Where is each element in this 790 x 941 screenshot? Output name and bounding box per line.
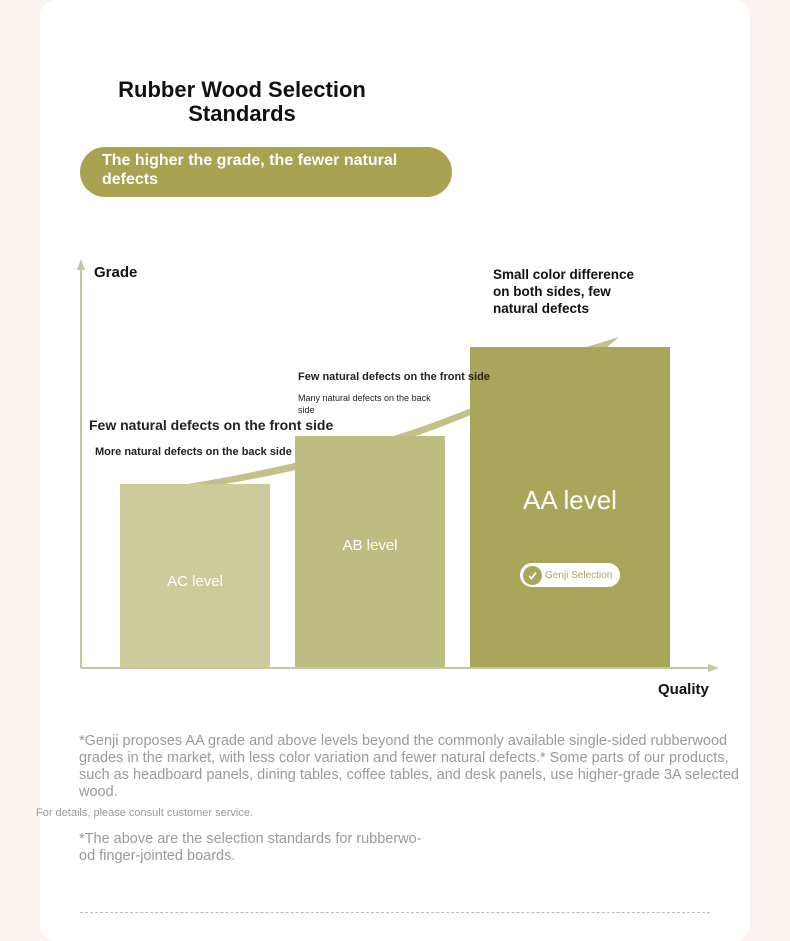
ab-back-note-line-2: side xyxy=(298,405,315,415)
footnote-line-1: *Genji proposes AA grade and above levels beyond the commonly available single-sided rubberwood xyxy=(79,733,728,749)
y-axis-arrow-icon xyxy=(77,259,85,270)
footnote-line-4: wood. xyxy=(79,784,118,800)
bar-ac-level xyxy=(120,484,270,667)
bar-aa-level xyxy=(470,347,670,667)
bar-ab-label: AB level xyxy=(342,537,398,554)
ab-back-note-line-1: Many natural defects on the back xyxy=(298,393,431,403)
subtitle-line-2: defects xyxy=(102,171,159,188)
title-line-2: Standards xyxy=(188,101,296,126)
consult-note: For details, please consult customer service. xyxy=(36,807,254,819)
x-axis-label: Quality xyxy=(658,681,709,698)
ab-front-note: Few natural defects on the front side xyxy=(298,371,490,383)
y-axis-label: Grade xyxy=(94,264,138,281)
footnote-line-3: such as headboard panels, dining tables, coffee tables, and desk panels, use higher-grade 3A selected xyxy=(79,767,739,783)
badge-label: Genji Selection xyxy=(545,569,613,581)
check-icon xyxy=(523,566,542,585)
bar-ab-level xyxy=(295,436,445,667)
bar-aa-label: AA level xyxy=(523,484,617,515)
genji-selection-badge xyxy=(520,563,620,587)
footnote-line-2: grades in the market, with less color variation and fewer natural defects.* Some parts of our products, xyxy=(79,750,729,766)
bar-ac-label: AC level xyxy=(167,573,223,590)
aa-note-line-2: on both sides, few xyxy=(493,284,611,299)
ab-back-note xyxy=(298,392,431,416)
title-line-1: Rubber Wood Selection xyxy=(118,77,366,102)
genji-grade-footnote xyxy=(79,733,779,801)
dashed-divider xyxy=(80,912,710,913)
ac-front-note: Few natural defects on the front side xyxy=(89,417,334,433)
aa-note-line-1: Small color difference xyxy=(493,267,635,282)
boards-footnote-line-1: *The above are the selection standards for rubberwo- xyxy=(79,831,422,847)
boards-footnote xyxy=(79,831,479,865)
subtitle-line-1: The higher the grade, the fewer natural xyxy=(102,152,398,169)
x-axis-arrow-icon xyxy=(708,664,719,672)
aa-note-line-3: natural defects xyxy=(493,301,590,316)
ac-back-note: More natural defects on the back side xyxy=(95,446,292,458)
boards-footnote-line-2: od finger-jointed boards. xyxy=(79,848,236,864)
aa-note xyxy=(493,266,634,317)
